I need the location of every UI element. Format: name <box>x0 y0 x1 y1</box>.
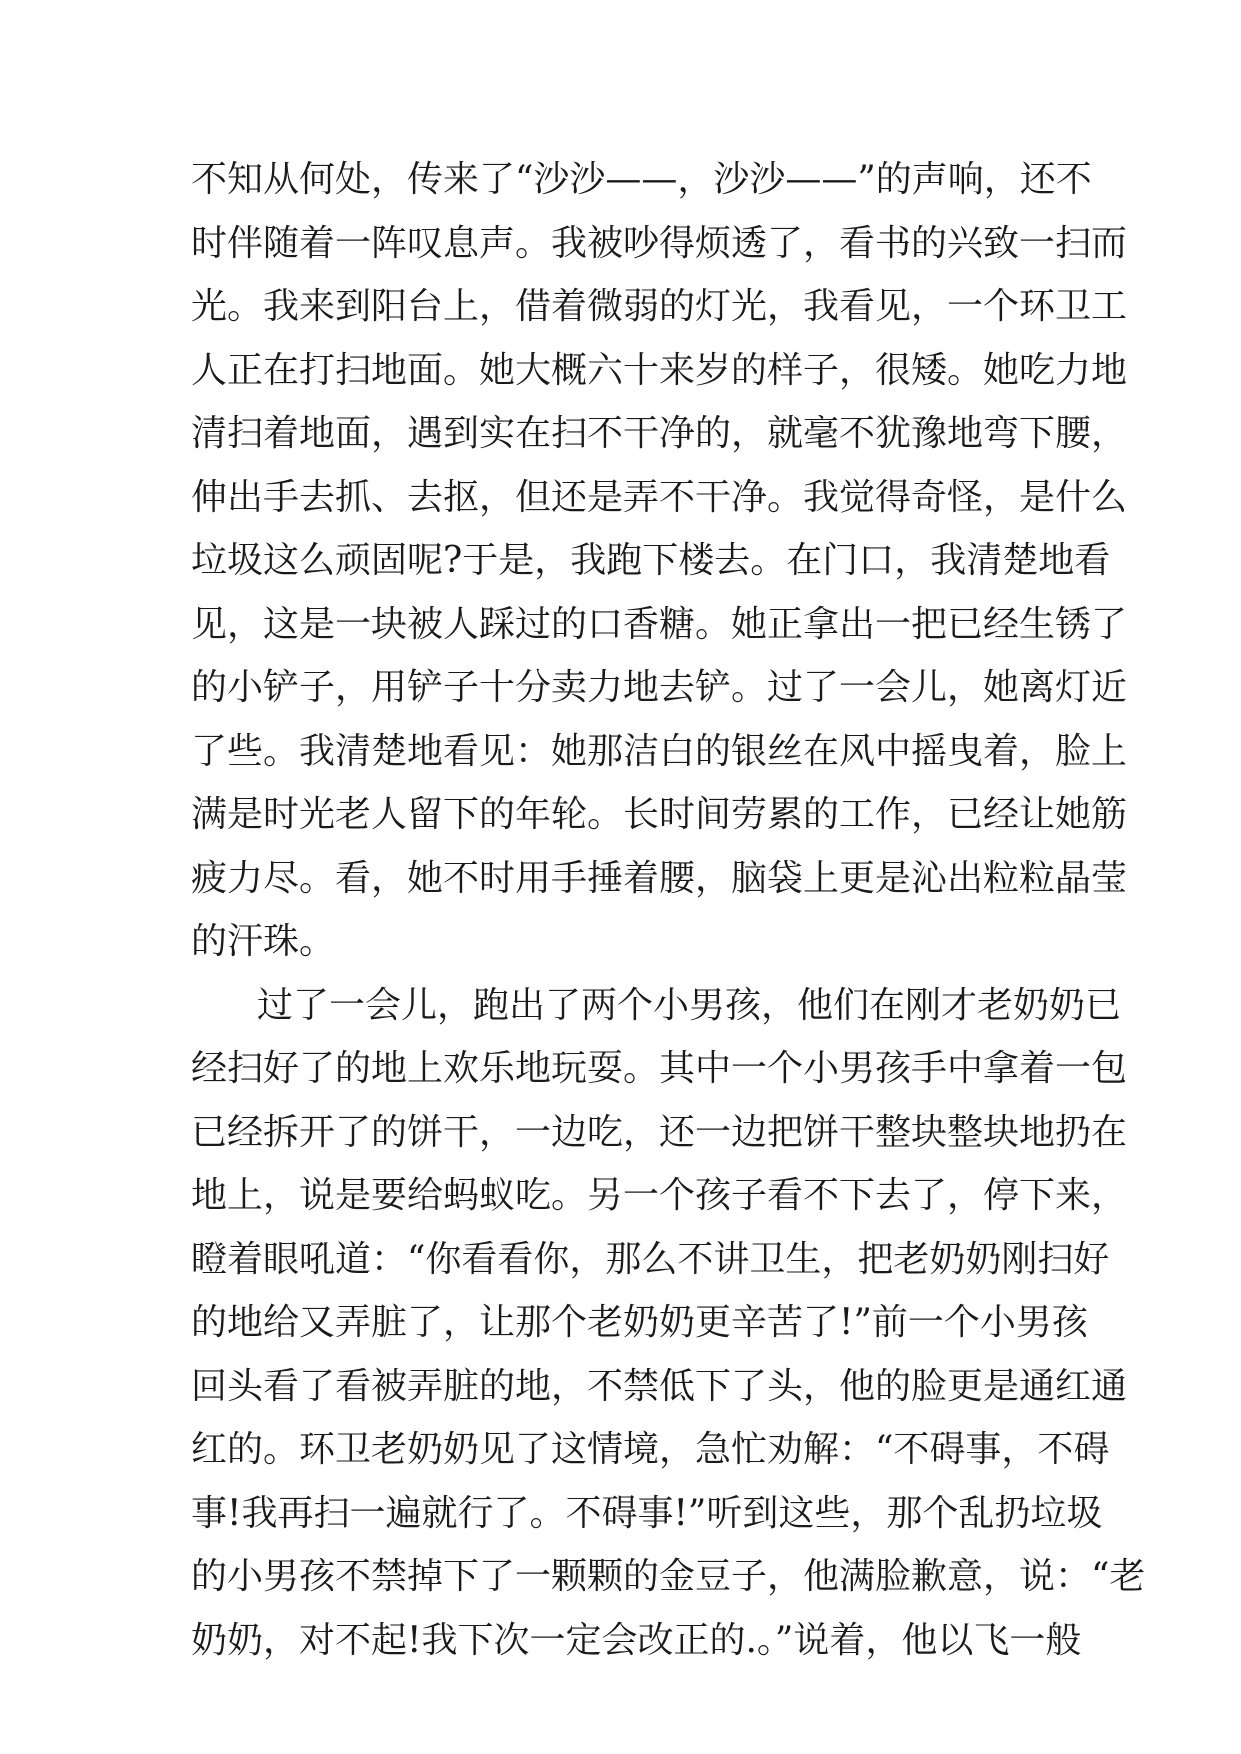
text-line: 奶奶，对不起!我下次一定会改正的.。”说着，他以飞一般 <box>191 1619 1082 1661</box>
text-line: 回头看了看被弄脏的地，不禁低下了头，他的脸更是通红通 <box>191 1365 1128 1407</box>
text-line: 伸出手去抓、去抠，但还是弄不干净。我觉得奇怪，是什么 <box>191 476 1128 518</box>
text-line: 时伴随着一阵叹息声。我被吵得烦透了，看书的兴致一扫而 <box>191 222 1128 264</box>
text-line: 满是时光老人留下的年轮。长时间劳累的工作，已经让她筋 <box>191 794 1128 835</box>
text-line: 的汗珠。 <box>191 921 336 962</box>
text-line: 疲力尽。看，她不时用手捶着腰，脑袋上更是沁出粒粒晶莹 <box>191 857 1128 899</box>
body-text <box>191 148 1146 1672</box>
text-line: 事!我再扫一遍就行了。不碍事!”听到这些，那个乱扔垃圾 <box>191 1492 1103 1534</box>
text-line: 人正在打扫地面。她大概六十来岁的样子，很矮。她吃力地 <box>191 349 1128 391</box>
text-line: 垃圾这么顽固呢?于是，我跑下楼去。在门口，我清楚地看 <box>191 540 1111 581</box>
text-line: 不知从何处，传来了“沙沙——，沙沙——”的声响，还不 <box>191 159 1092 200</box>
text-line: 了些。我清楚地看见：她那洁白的银丝在风中摇曳着，脸上 <box>191 730 1128 772</box>
text-line: 经扫好了的地上欢乐地玩耍。其中一个小男孩手中拿着一包 <box>191 1048 1128 1089</box>
text-line: 瞪着眼吼道：“你看看你，那么不讲卫生，把老奶奶刚扫好 <box>191 1238 1110 1280</box>
text-line: 光。我来到阳台上，借着微弱的灯光，我看见，一个环卫工 <box>191 286 1128 327</box>
text-line: 见，这是一块被人踩过的口香糖。她正拿出一把已经生锈了 <box>191 603 1128 645</box>
text-line: 过了一会儿，跑出了两个小男孩，他们在刚才老奶奶已 <box>257 984 1122 1026</box>
text-line: 地上，说是要给蚂蚁吃。另一个孩子看不下去了，停下来， <box>191 1175 1128 1216</box>
text-line: 红的。环卫老奶奶见了这情境，急忙劝解：“不碍事，不碍 <box>191 1429 1110 1470</box>
text-line: 清扫着地面，遇到实在扫不干净的，就毫不犹豫地弯下腰， <box>191 413 1128 454</box>
text-line: 的小铲子，用铲子十分卖力地去铲。过了一会儿，她离灯近 <box>191 667 1128 708</box>
text-line: 已经拆开了的饼干，一边吃，还一边把饼干整块整块地扔在 <box>191 1111 1128 1153</box>
text-line: 的小男孩不禁掉下了一颗颗的金豆子，他满脸歉意，说：“老 <box>191 1556 1146 1597</box>
text-line: 的地给又弄脏了，让那个老奶奶更辛苦了!”前一个小男孩 <box>191 1302 1088 1343</box>
